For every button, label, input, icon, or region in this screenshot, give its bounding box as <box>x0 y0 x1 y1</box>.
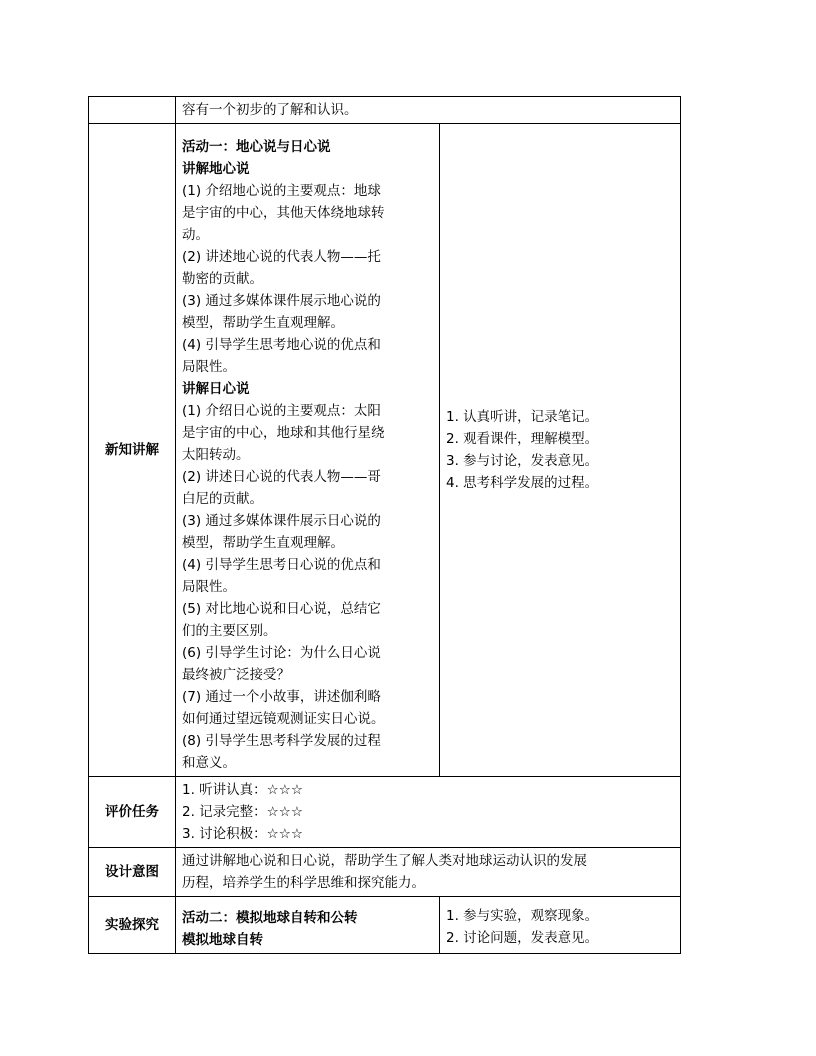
text-line: 如何通过望远镜观测证实日心说。 <box>182 711 385 727</box>
list-item <box>182 400 433 466</box>
list-item: 1. 认真听讲，记录笔记。 <box>446 409 599 425</box>
row-experiment <box>89 897 681 954</box>
list-item: 1. 参与实验，观察现象。 <box>446 908 599 924</box>
text-line: 局限性。 <box>182 359 236 375</box>
text-line: (1) 介绍日心说的主要观点：太阳 <box>182 403 381 419</box>
text-line: (2) 讲述日心说的代表人物——哥 <box>182 469 381 485</box>
text-line: 是宇宙的中心，其他天体绕地球转 <box>182 205 385 221</box>
list-item <box>182 598 433 642</box>
heliocentric-list <box>182 400 433 774</box>
activity-title: 活动二：模拟地球自转和公转 <box>182 910 358 926</box>
empty-label-cell <box>89 97 176 124</box>
design-intent-cell <box>176 848 681 897</box>
text-line: (1) 介绍地心说的主要观点：地球 <box>182 183 381 199</box>
list-item <box>182 730 433 774</box>
text-line: 动。 <box>182 227 209 243</box>
row-label-evaluation: 评价任务 <box>89 777 176 848</box>
experiment-student-cell <box>440 897 681 954</box>
text-line: (3) 通过多媒体课件展示日心说的 <box>182 513 381 529</box>
list-item: 2. 讨论问题，发表意见。 <box>446 930 599 946</box>
text-line: (4) 引导学生思考地心说的优点和 <box>182 337 381 353</box>
teacher-activity-cell <box>176 124 440 777</box>
text-line: (8) 引导学生思考科学发展的过程 <box>182 733 381 749</box>
continuation-text: 容有一个初步的了解和认识。 <box>176 97 681 124</box>
text-line: (5) 对比地心说和日心说，总结它 <box>182 601 381 617</box>
list-item <box>182 554 433 598</box>
activity-title: 活动一：地心说与日心说 <box>182 139 331 155</box>
list-item <box>182 246 433 290</box>
text-line: 们的主要区别。 <box>182 623 277 639</box>
text-line: (2) 讲述地心说的代表人物——托 <box>182 249 381 265</box>
row-evaluation <box>89 777 681 848</box>
text-line: 太阳转动。 <box>182 447 250 463</box>
student-activity-cell <box>440 124 681 777</box>
list-item: 4. 思考科学发展的过程。 <box>446 475 599 491</box>
text-line: 模型，帮助学生直观理解。 <box>182 315 344 331</box>
row-label-experiment: 实验探究 <box>89 897 176 954</box>
row-design-intent <box>89 848 681 897</box>
text-line: 是宇宙的中心，地球和其他行星绕 <box>182 425 385 441</box>
list-item: 3. 参与讨论，发表意见。 <box>446 453 599 469</box>
list-item <box>182 334 433 378</box>
list-item: 2. 观看课件，理解模型。 <box>446 431 599 447</box>
text-line: 局限性。 <box>182 579 236 595</box>
list-item <box>182 686 433 730</box>
list-item <box>182 466 433 510</box>
list-item: 2. 记录完整：☆☆☆ <box>182 804 303 820</box>
text-line: 白尼的贡献。 <box>182 491 263 507</box>
geocentric-list <box>182 180 433 378</box>
row-new-knowledge <box>89 124 681 777</box>
section-title-heliocentric: 讲解日心说 <box>182 381 250 397</box>
row-continuation <box>89 97 681 124</box>
text-line: 历程，培养学生的科学思维和探究能力。 <box>182 875 425 891</box>
text-line: 最终被广泛接受？ <box>182 667 290 683</box>
text-line: (7) 通过一个小故事，讲述伽利略 <box>182 689 381 705</box>
row-label-new-knowledge: 新知讲解 <box>89 124 176 777</box>
section-title: 模拟地球自转 <box>182 932 263 948</box>
list-item: 1. 听讲认真：☆☆☆ <box>182 782 303 798</box>
lesson-plan-table <box>88 96 681 954</box>
list-item <box>182 510 433 554</box>
row-label-design-intent: 设计意图 <box>89 848 176 897</box>
evaluation-cell <box>176 777 681 848</box>
list-item <box>182 290 433 334</box>
list-item <box>182 180 433 246</box>
text-line: 和意义。 <box>182 755 236 771</box>
text-line: (4) 引导学生思考日心说的优点和 <box>182 557 381 573</box>
section-title-geocentric: 讲解地心说 <box>182 161 250 177</box>
text-line: 模型，帮助学生直观理解。 <box>182 535 344 551</box>
list-item: 3. 讨论积极：☆☆☆ <box>182 826 303 842</box>
text-line: 通过讲解地心说和日心说，帮助学生了解人类对地球运动认识的发展 <box>182 853 587 869</box>
text-line: (6) 引导学生讨论：为什么日心说 <box>182 645 381 661</box>
text-line: (3) 通过多媒体课件展示地心说的 <box>182 293 381 309</box>
text-line: 勒密的贡献。 <box>182 271 263 287</box>
experiment-teacher-cell <box>176 897 440 954</box>
list-item <box>182 642 433 686</box>
